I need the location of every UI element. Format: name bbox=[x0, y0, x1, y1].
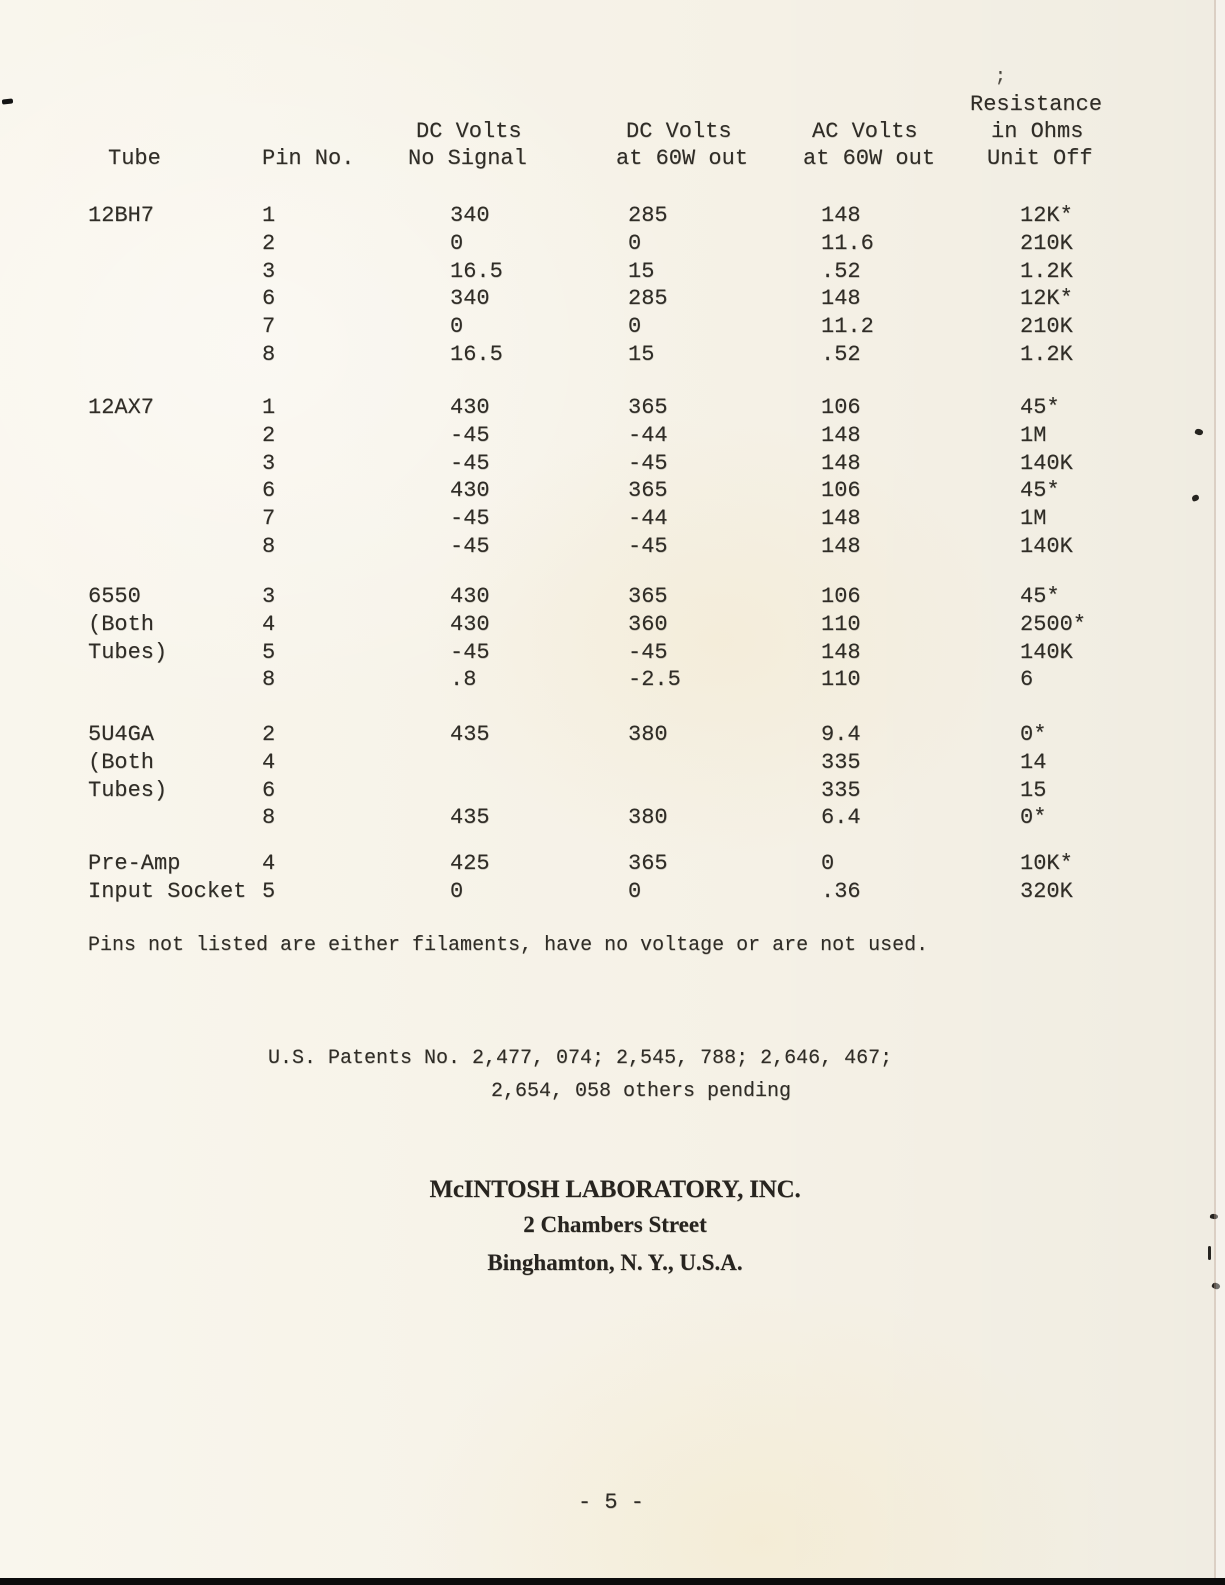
pin-number: 8 bbox=[262, 342, 276, 367]
dc-volts-60w-value: 0 bbox=[628, 231, 642, 256]
dc-volts-60w-value: 365 bbox=[628, 478, 668, 503]
tube-label: 5U4GA bbox=[88, 722, 155, 747]
scan-speck bbox=[1208, 1246, 1211, 1260]
ac-volts-60w-value: 335 bbox=[821, 778, 861, 803]
page-edge-highlight bbox=[1216, 0, 1225, 1585]
pin-number: 8 bbox=[262, 667, 276, 692]
header-dc-volts-60w-line2: at 60W out bbox=[616, 146, 749, 171]
ac-volts-60w-value: 106 bbox=[821, 584, 861, 609]
dc-volts-60w-value: 0 bbox=[628, 879, 642, 904]
pins-note: Pins not listed are either filaments, have no voltage or are not used. bbox=[88, 934, 929, 957]
pin-number: 2 bbox=[262, 722, 276, 747]
dc-volts-60w-value: -44 bbox=[628, 423, 668, 448]
pin-number: 3 bbox=[262, 584, 276, 609]
ac-volts-60w-value: 148 bbox=[821, 506, 861, 531]
company-street: 2 Chambers Street bbox=[523, 1212, 707, 1237]
scan-speck bbox=[2, 98, 13, 104]
header-ac-volts-60w-line1: AC Volts bbox=[812, 119, 918, 144]
ac-volts-60w-value: .36 bbox=[821, 879, 861, 904]
resistance-value: 140K bbox=[1020, 451, 1073, 476]
page-edge-line bbox=[1214, 0, 1216, 1585]
dc-volts-60w-value: 380 bbox=[628, 722, 668, 747]
resistance-value: 0* bbox=[1020, 722, 1047, 747]
ac-volts-60w-value: 11.2 bbox=[821, 314, 874, 339]
dc-volts-60w-value: 365 bbox=[628, 851, 668, 876]
ac-volts-60w-value: 148 bbox=[821, 640, 861, 665]
dc-volts-60w-value: -2.5 bbox=[628, 667, 681, 692]
dc-volts-60w-value: -45 bbox=[628, 534, 668, 559]
header-dc-volts-60w-line1: DC Volts bbox=[626, 119, 732, 144]
dc-volts-no-signal-value: 0 bbox=[450, 314, 464, 339]
dc-volts-60w-value: -45 bbox=[628, 640, 668, 665]
header-resistance-line3: Unit Off bbox=[987, 146, 1093, 171]
dc-volts-no-signal-value: 16.5 bbox=[450, 342, 503, 367]
ac-volts-60w-value: 11.6 bbox=[821, 231, 874, 256]
dc-volts-60w-value: -45 bbox=[628, 451, 668, 476]
ac-volts-60w-value: 110 bbox=[821, 612, 861, 637]
pin-number: 3 bbox=[262, 451, 276, 476]
ac-volts-60w-value: 0 bbox=[821, 851, 835, 876]
tube-label: Pre-Amp bbox=[88, 851, 181, 876]
dc-volts-60w-value: 285 bbox=[628, 203, 668, 228]
dc-volts-60w-value: 365 bbox=[628, 395, 668, 420]
pin-number: 7 bbox=[262, 506, 276, 531]
resistance-value: 6 bbox=[1020, 667, 1034, 692]
dc-volts-no-signal-value: .8 bbox=[450, 667, 477, 692]
dc-volts-no-signal-value: -45 bbox=[450, 640, 490, 665]
resistance-value: 14 bbox=[1020, 750, 1047, 775]
tube-label: 12AX7 bbox=[88, 395, 155, 420]
resistance-value: 1.2K bbox=[1020, 342, 1073, 367]
dc-volts-no-signal-value: -45 bbox=[450, 451, 490, 476]
pin-number: 2 bbox=[262, 423, 276, 448]
resistance-value: 45* bbox=[1020, 584, 1060, 609]
header-resistance-line2: in Ohms bbox=[991, 119, 1084, 144]
tube-label: Input Socket bbox=[88, 879, 247, 904]
resistance-value: 320K bbox=[1020, 879, 1073, 904]
resistance-value: 210K bbox=[1020, 314, 1073, 339]
stray-semicolon-mark: ; bbox=[995, 67, 1006, 87]
resistance-value: 1M bbox=[1020, 506, 1047, 531]
dc-volts-no-signal-value: 340 bbox=[450, 286, 490, 311]
dc-volts-60w-value: -44 bbox=[628, 506, 668, 531]
resistance-value: 45* bbox=[1020, 478, 1060, 503]
header-dc-volts-no-signal-line1: DC Volts bbox=[416, 119, 522, 144]
resistance-value: 2500* bbox=[1020, 612, 1087, 637]
pin-number: 8 bbox=[262, 805, 276, 830]
tube-label: Tubes) bbox=[88, 778, 168, 803]
resistance-value: 140K bbox=[1020, 640, 1073, 665]
scan-speck bbox=[1194, 428, 1204, 436]
resistance-value: 12K* bbox=[1020, 286, 1073, 311]
tube-label: 6550 bbox=[88, 584, 141, 609]
dc-volts-no-signal-value: -45 bbox=[450, 423, 490, 448]
ac-volts-60w-value: 148 bbox=[821, 534, 861, 559]
pin-number: 6 bbox=[262, 778, 276, 803]
dc-volts-60w-value: 285 bbox=[628, 286, 668, 311]
dc-volts-no-signal-value: 430 bbox=[450, 612, 490, 637]
resistance-value: 210K bbox=[1020, 231, 1073, 256]
pin-number: 3 bbox=[262, 259, 276, 284]
header-dc-volts-no-signal-line2: No Signal bbox=[408, 146, 527, 171]
patents-line-1: U.S. Patents No. 2,477, 074; 2,545, 788; 2,646, 467; bbox=[268, 1047, 893, 1070]
dc-volts-no-signal-value: -45 bbox=[450, 534, 490, 559]
header-tube: Tube bbox=[108, 146, 161, 171]
pin-number: 4 bbox=[262, 612, 276, 637]
header-ac-volts-60w-line2: at 60W out bbox=[803, 146, 936, 171]
pin-number: 6 bbox=[262, 478, 276, 503]
pin-number: 4 bbox=[262, 750, 276, 775]
ac-volts-60w-value: 106 bbox=[821, 478, 861, 503]
dc-volts-60w-value: 365 bbox=[628, 584, 668, 609]
page-number: - 5 - bbox=[578, 1490, 645, 1515]
dc-volts-no-signal-value: 340 bbox=[450, 203, 490, 228]
resistance-value: 0* bbox=[1020, 805, 1047, 830]
resistance-value: 15 bbox=[1020, 778, 1047, 803]
pin-number: 5 bbox=[262, 879, 276, 904]
resistance-value: 12K* bbox=[1020, 203, 1073, 228]
ac-volts-60w-value: 148 bbox=[821, 203, 861, 228]
dc-volts-60w-value: 360 bbox=[628, 612, 668, 637]
pin-number: 7 bbox=[262, 314, 276, 339]
header-pin-no: Pin No. bbox=[262, 146, 355, 171]
ac-volts-60w-value: 110 bbox=[821, 667, 861, 692]
pin-number: 8 bbox=[262, 534, 276, 559]
scan-speck bbox=[1191, 494, 1199, 502]
ac-volts-60w-value: 106 bbox=[821, 395, 861, 420]
pin-number: 6 bbox=[262, 286, 276, 311]
pin-number: 1 bbox=[262, 395, 276, 420]
tube-label: (Both bbox=[88, 612, 155, 637]
dc-volts-no-signal-value: 430 bbox=[450, 584, 490, 609]
dc-volts-60w-value: 0 bbox=[628, 314, 642, 339]
ac-volts-60w-value: .52 bbox=[821, 259, 861, 284]
ac-volts-60w-value: 335 bbox=[821, 750, 861, 775]
resistance-value: 10K* bbox=[1020, 851, 1073, 876]
ac-volts-60w-value: 9.4 bbox=[821, 722, 861, 747]
dc-volts-no-signal-value: 0 bbox=[450, 231, 464, 256]
ac-volts-60w-value: 148 bbox=[821, 423, 861, 448]
company-name: McINTOSH LABORATORY, INC. bbox=[429, 1176, 801, 1203]
tube-label: 12BH7 bbox=[88, 203, 155, 228]
dc-volts-no-signal-value: 0 bbox=[450, 879, 464, 904]
dc-volts-no-signal-value: -45 bbox=[450, 506, 490, 531]
resistance-value: 1M bbox=[1020, 423, 1047, 448]
pin-number: 1 bbox=[262, 203, 276, 228]
ac-volts-60w-value: 148 bbox=[821, 451, 861, 476]
dc-volts-no-signal-value: 435 bbox=[450, 805, 490, 830]
company-city: Binghamton, N. Y., U.S.A. bbox=[487, 1250, 743, 1275]
ac-volts-60w-value: 148 bbox=[821, 286, 861, 311]
tube-label: (Both bbox=[88, 750, 155, 775]
patents-line-2: 2,654, 058 others pending bbox=[491, 1080, 792, 1103]
dc-volts-60w-value: 15 bbox=[628, 259, 655, 284]
pin-number: 2 bbox=[262, 231, 276, 256]
dc-volts-no-signal-value: 425 bbox=[450, 851, 490, 876]
resistance-value: 45* bbox=[1020, 395, 1060, 420]
ac-volts-60w-value: .52 bbox=[821, 342, 861, 367]
resistance-value: 140K bbox=[1020, 534, 1073, 559]
dc-volts-no-signal-value: 16.5 bbox=[450, 259, 503, 284]
header-resistance-line1: Resistance bbox=[970, 92, 1103, 117]
tube-label: Tubes) bbox=[88, 640, 168, 665]
dc-volts-no-signal-value: 430 bbox=[450, 395, 490, 420]
dc-volts-no-signal-value: 430 bbox=[450, 478, 490, 503]
dc-volts-no-signal-value: 435 bbox=[450, 722, 490, 747]
pin-number: 4 bbox=[262, 851, 276, 876]
scan-edge-bar bbox=[0, 1578, 1225, 1585]
ac-volts-60w-value: 6.4 bbox=[821, 805, 861, 830]
pin-number: 5 bbox=[262, 640, 276, 665]
dc-volts-60w-value: 15 bbox=[628, 342, 655, 367]
dc-volts-60w-value: 380 bbox=[628, 805, 668, 830]
resistance-value: 1.2K bbox=[1020, 259, 1073, 284]
